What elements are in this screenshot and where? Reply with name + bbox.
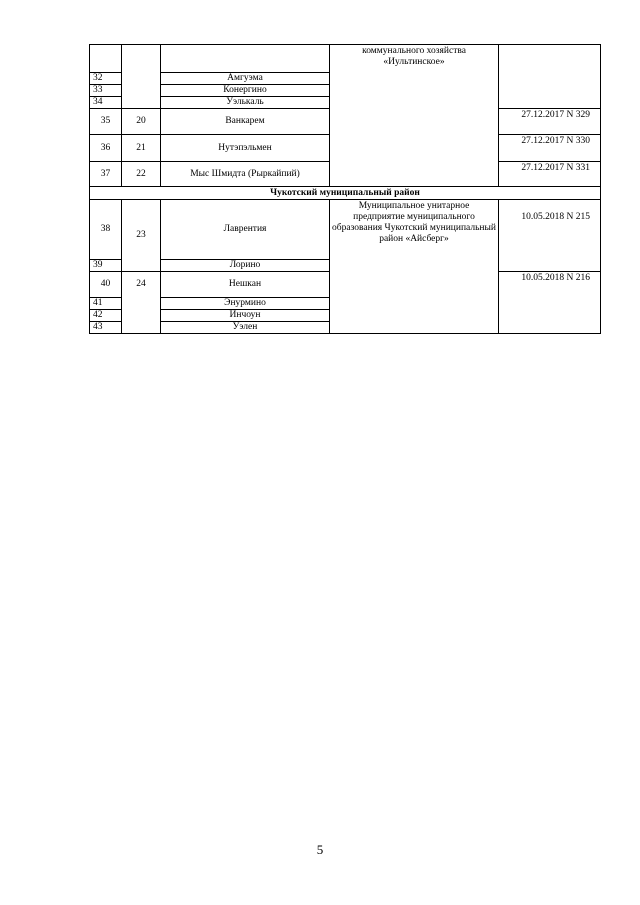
date-cell: 27.12.2017 N 330	[499, 135, 601, 162]
settlement-number-cell: 23	[122, 200, 161, 272]
settlement-name-cell: Уэлен	[161, 322, 330, 334]
settlement-number-cell: 21	[122, 135, 161, 162]
row-number-cell	[90, 45, 122, 73]
row-number-cell: 36	[90, 135, 122, 162]
row-number-cell: 35	[90, 109, 122, 135]
settlement-name-cell: Амгуэма	[161, 73, 330, 85]
settlement-name-cell: Нутэпэльмен	[161, 135, 330, 162]
table-row	[90, 200, 601, 260]
row-number-cell: 40	[90, 272, 122, 298]
section-heading: Чукотский муниципальный район	[90, 187, 601, 200]
date-cell: 10.05.2018 N 215	[499, 200, 601, 272]
row-number-cell: 38	[90, 200, 122, 260]
date-cell: 27.12.2017 N 331	[499, 162, 601, 187]
settlement-name-cell: Конергино	[161, 85, 330, 97]
settlement-name-cell: Энурмино	[161, 298, 330, 310]
date-cell: 10.05.2018 N 216	[499, 272, 601, 334]
row-number-cell: 32	[90, 73, 122, 85]
row-number-cell: 34	[90, 97, 122, 109]
settlement-number-cell: 20	[122, 109, 161, 135]
section-row	[90, 187, 601, 200]
settlement-name-cell: Инчоун	[161, 310, 330, 322]
table-row	[90, 45, 601, 73]
settlement-name-cell: Ванкарем	[161, 109, 330, 135]
organization-cell: коммунального хозяйства «Иультинское»	[330, 45, 499, 187]
page-number: 5	[316, 842, 324, 857]
row-number-cell: 37	[90, 162, 122, 187]
settlement-number-cell	[122, 45, 161, 109]
row-number-cell: 41	[90, 298, 122, 310]
date-cell	[499, 45, 601, 109]
settlement-name-cell	[161, 45, 330, 73]
row-number-cell: 33	[90, 85, 122, 97]
settlement-number-cell: 24	[122, 272, 161, 334]
settlement-name-cell: Лаврентия	[161, 200, 330, 260]
settlement-number-cell: 22	[122, 162, 161, 187]
organization-cell: Муниципальное унитарное предприятие муниципального образования Чукотский муниципальный район «Айсберг»	[330, 200, 499, 334]
settlement-name-cell: Нешкан	[161, 272, 330, 298]
settlement-name-cell: Уэлькаль	[161, 97, 330, 109]
row-number-cell: 42	[90, 310, 122, 322]
row-number-cell: 43	[90, 322, 122, 334]
settlement-name-cell: Мыс Шмидта (Рыркайпий)	[161, 162, 330, 187]
settlements-table	[89, 44, 601, 334]
date-cell: 27.12.2017 N 329	[499, 109, 601, 135]
row-number-cell: 39	[90, 260, 122, 272]
settlement-name-cell: Лорино	[161, 260, 330, 272]
